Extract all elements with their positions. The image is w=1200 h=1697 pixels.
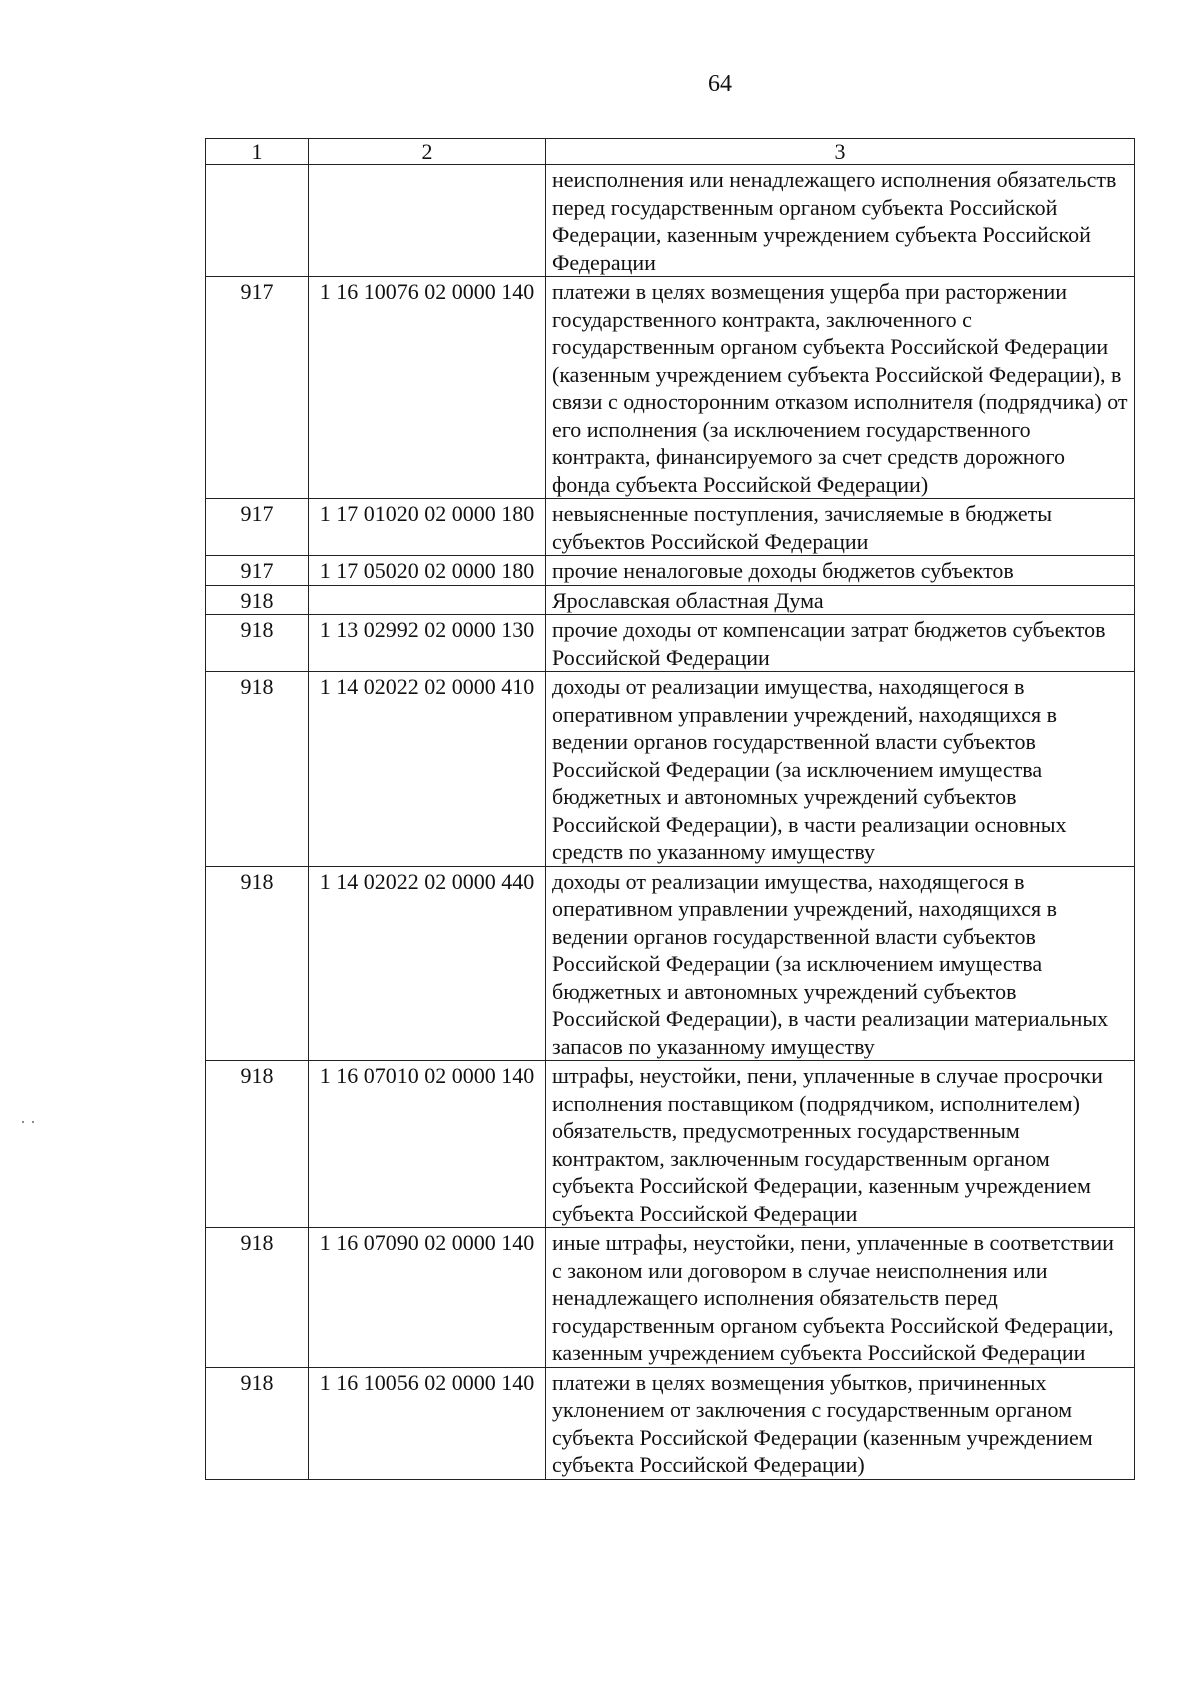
budget-code-cell: 1 17 01020 02 0000 180 [309,499,546,556]
description-cell: иные штрафы, неустойки, пени, уплаченные в соответствии с законом или договором в случае неисполнения или ненадлежащего исполнения обязательств перед государственным органом субъекта Российской Федерации, казенным учреждением субъекта Российской Федерации [546,1228,1135,1368]
revenue-code-table [205,138,1135,1480]
header-row [206,139,1135,165]
description-cell: невыясненные поступления, зачисляемые в бюджеты субъектов Российской Федерации [546,499,1135,556]
description-cell: прочие доходы от компенсации затрат бюджетов субъектов Российской Федерации [546,615,1135,672]
description-cell: платежи в целях возмещения убытков, причиненных уклонением от заключения с государственным органом субъекта Российской Федерации (казенным учреждением субъекта Российской Федерации) [546,1367,1135,1479]
budget-code-cell: 1 16 07010 02 0000 140 [309,1061,546,1228]
table-row [206,585,1135,615]
budget-code-cell: 1 16 07090 02 0000 140 [309,1228,546,1368]
budget-code-cell: 1 14 02022 02 0000 440 [309,866,546,1061]
description-cell: неисполнения или ненадлежащего исполнения обязательств перед государственным органом субъекта Российской Федерации, казенным учреждением субъекта Российской Федерации [546,165,1135,277]
table-row [206,866,1135,1061]
table-header [206,139,1135,165]
budget-code-cell [309,585,546,615]
table-row [206,615,1135,672]
admin-code-cell: 918 [206,672,309,867]
admin-code-cell: 918 [206,866,309,1061]
admin-code-cell: 917 [206,277,309,499]
admin-code-cell: 918 [206,1061,309,1228]
budget-code-cell: 1 14 02022 02 0000 410 [309,672,546,867]
header-col-3: 3 [546,139,1135,165]
description-cell: доходы от реализации имущества, находящегося в оперативном управлении учреждений, находящихся в ведении органов государственной власти субъектов Российской Федерации (за исключением имущества бюджетных и автономных учреждений субъектов Российской Федерации), в части реализации материальных запасов по указанному имуществу [546,866,1135,1061]
page-number: 64 [708,71,732,97]
description-cell: доходы от реализации имущества, находящегося в оперативном управлении учреждений, находящихся в ведении органов государственной власти субъектов Российской Федерации (за исключением имущества бюджетных и автономных учреждений субъектов Российской Федерации), в части реализации основных средств по указанному имуществу [546,672,1135,867]
admin-code-cell: 918 [206,1367,309,1479]
table-row [206,499,1135,556]
table-row [206,1367,1135,1479]
table-row [206,165,1135,277]
budget-code-cell: 1 17 05020 02 0000 180 [309,556,546,586]
admin-code-cell [206,165,309,277]
description-cell: прочие неналоговые доходы бюджетов субъектов [546,556,1135,586]
budget-code-cell: 1 16 10056 02 0000 140 [309,1367,546,1479]
admin-code-cell: 918 [206,1228,309,1368]
description-cell: штрафы, неустойки, пени, уплаченные в случае просрочки исполнения поставщиком (подрядчиком, исполнителем) обязательств, предусмотренных государственным контрактом, заключенным государственным органом субъекта Российской Федерации, казенным учреждением субъекта Российской Федерации [546,1061,1135,1228]
header-col-2: 2 [309,139,546,165]
budget-code-cell: 1 16 10076 02 0000 140 [309,277,546,499]
description-cell: платежи в целях возмещения ущерба при расторжении государственного контракта, заключенного с государственным органом субъекта Российской Федерации (казенным учреждением субъекта Российской Федерации), в связи с односторонним отказом исполнителя (подрядчика) от его исполнения (за исключением государственного контракта, финансируемого за счет средств дорожного фонда субъекта Российской Федерации) [546,277,1135,499]
table-row [206,672,1135,867]
scan-artifact-mark: ·· [20,1112,40,1132]
admin-code-cell: 918 [206,615,309,672]
budget-code-cell: 1 13 02992 02 0000 130 [309,615,546,672]
table-body [206,165,1135,1480]
header-col-1: 1 [206,139,309,165]
table-row [206,277,1135,499]
table-row [206,1061,1135,1228]
admin-code-cell: 917 [206,499,309,556]
admin-code-cell: 918 [206,585,309,615]
budget-code-cell [309,165,546,277]
admin-code-cell: 917 [206,556,309,586]
table-row [206,1228,1135,1368]
description-cell: Ярославская областная Дума [546,585,1135,615]
table-row [206,556,1135,586]
